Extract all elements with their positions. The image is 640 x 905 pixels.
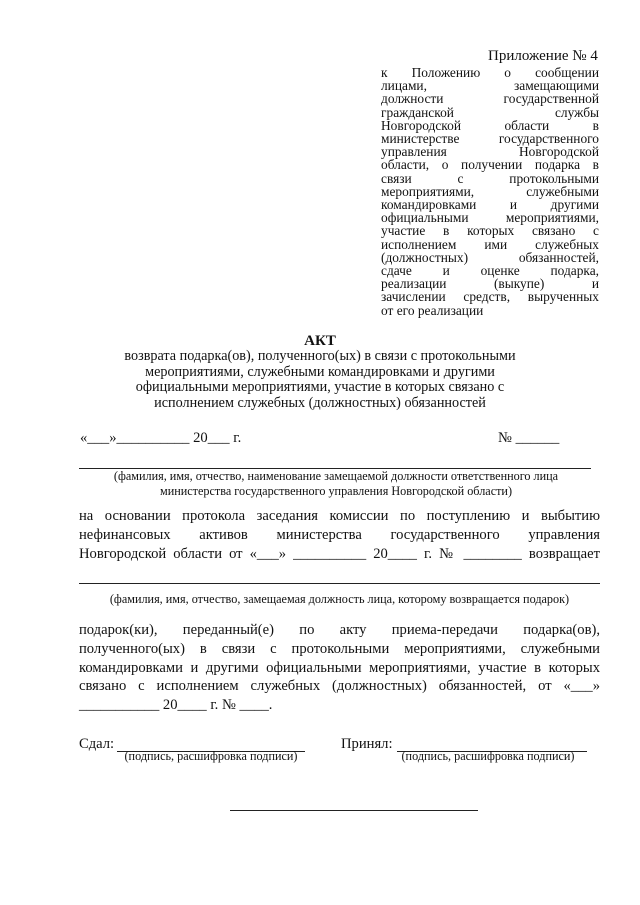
gift-line: ___________ 20____ г. № ____. — [79, 697, 273, 714]
appendix-line: Новгородской области в — [381, 117, 599, 133]
appendix-line: управления Новгородской — [381, 144, 599, 160]
appendix-line: области, о получении подарка в — [381, 157, 599, 173]
recipient-line — [79, 583, 600, 584]
act-date-field: «___»__________ 20___ г. — [80, 430, 242, 446]
basis-line: на основании протокола заседания комиссии по поступлению и выбытию — [79, 508, 600, 524]
closing-rule — [230, 810, 478, 811]
basis-line: нефинансовых активов министерства государственного управления — [79, 526, 600, 543]
basis-paragraph — [79, 507, 600, 563]
basis-line: Новгородской области от «___» __________ 20____ г. № ________ возвращает — [79, 545, 600, 562]
handed-over-label: Сдал: — [79, 736, 115, 752]
appendix-line: мероприятиями, служебными — [381, 183, 599, 199]
handed-over-caption: (подпись, расшифровка подписи) — [124, 749, 298, 763]
recipient-caption: (фамилия, имя, отчество, замещаемая должность лица, которому возвращается подарок) — [109, 592, 570, 606]
appendix-line: к Положению о сообщении — [381, 65, 599, 80]
appendix-line: участие в которых связано с — [381, 223, 599, 239]
appendix-line: (должностных) обязанностей, — [381, 249, 599, 265]
appendix-line: официальными мероприятиями, — [381, 210, 599, 226]
appendix-title: Приложение № 4 — [488, 48, 598, 64]
responsible-person-caption: (фамилия, имя, отчество, наименование замещаемой должности ответственного лица министерства государственного управления Новгородской области) — [113, 469, 559, 498]
appendix-line: исполнением ими служебных — [381, 236, 599, 252]
appendix-line: командировками и другими — [381, 197, 599, 213]
appendix-reference — [381, 66, 599, 317]
appendix-line: сдаче и оценке подарка, — [381, 263, 599, 279]
act-title: АКТ — [304, 333, 336, 349]
appendix-line: реализации (выкупе) и — [381, 276, 599, 292]
act-subtitle: возврата подарка(ов), полученного(ых) в связи с протокольными мероприятиями, служебными командировками и другими официальными мероприятиями, участие в которых связано с исполнением служебных (должностных) обязанностей — [124, 348, 516, 411]
appendix-line: министерстве государственного — [381, 131, 599, 147]
appendix-line: связи с протокольными — [381, 170, 599, 186]
appendix-line: гражданской службы — [381, 104, 599, 120]
gift-line: полученного(ых) в связи с протокольными мероприятиями, служебными — [79, 640, 600, 657]
appendix-line: должности государственной — [381, 91, 599, 107]
appendix-line: от его реализации — [381, 302, 484, 318]
received-label: Принял: — [341, 736, 393, 752]
appendix-line: лицами, замещающими — [381, 78, 599, 94]
act-number-field: № ______ — [498, 430, 560, 446]
gift-line: подарок(ки), переданный(е) по акту приема-передачи подарка(ов), — [79, 622, 600, 638]
gift-line: командировками и другими официальными мероприятиями, участие в которых — [79, 659, 600, 676]
gift-line: связано с исполнением служебных (должностных) обязанностей, от «___» — [79, 678, 600, 695]
gift-paragraph — [79, 621, 600, 715]
received-caption: (подпись, расшифровка подписи) — [401, 749, 575, 763]
appendix-line: зачислении средств, вырученных — [381, 289, 599, 305]
